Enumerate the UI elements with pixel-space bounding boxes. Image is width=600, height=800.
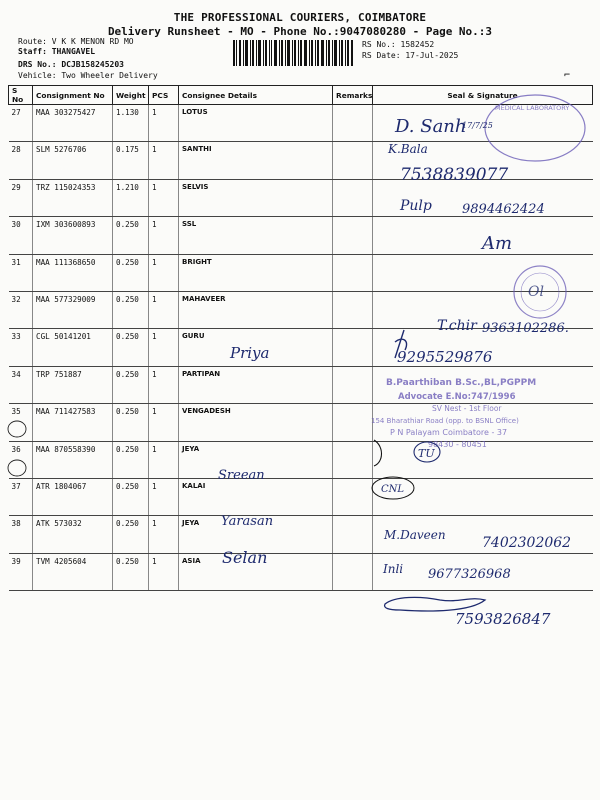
runsheet-table — [8, 85, 593, 591]
company-title: THE PROFESSIONAL COURIERS, COIMBATORE — [173, 11, 427, 24]
stamp-address1: SV Nest - 1st Floor — [432, 404, 502, 413]
cell-remarks — [333, 553, 373, 590]
cell-remarks — [333, 478, 373, 515]
signature-row30: Am — [482, 233, 513, 254]
cell-sno: 30 — [9, 217, 33, 254]
col-pcs: PCS — [149, 86, 179, 105]
signature-row39 — [385, 597, 485, 611]
cell-weight: 1.210 — [113, 179, 149, 216]
cell-weight: 0.250 — [113, 441, 149, 478]
phone-row28: 7538839077 — [400, 165, 509, 185]
cell-pcs: 1 — [149, 441, 179, 478]
cell-pcs: 1 — [149, 553, 179, 590]
stamp-address3: P N Palayam Coimbatore - 37 — [390, 428, 508, 437]
cell-signature — [373, 404, 593, 441]
cell-weight: 0.250 — [113, 217, 149, 254]
cell-consignee: JEYA — [179, 441, 333, 478]
cell-remarks — [333, 516, 373, 553]
staff-label: Staff: THANGAVEL — [18, 47, 96, 56]
cell-consignment: ATK 573032 — [33, 516, 113, 553]
cell-pcs: 1 — [149, 516, 179, 553]
cell-remarks — [333, 142, 373, 179]
cell-consignment: TRP 751887 — [33, 366, 113, 403]
cell-consignment: IXM 303600893 — [33, 217, 113, 254]
cell-consignment: MAA 577329009 — [33, 291, 113, 328]
cell-pcs: 1 — [149, 217, 179, 254]
cell-weight: 0.250 — [113, 553, 149, 590]
cell-weight: 0.250 — [113, 516, 149, 553]
cell-sno: 35 — [9, 404, 33, 441]
signature-row27: D. Sanh — [395, 116, 467, 137]
stamp-phone: 98430 - 80451 — [428, 440, 487, 449]
cell-consignment: MAA 111368650 — [33, 254, 113, 291]
signature-row29: Pulp — [400, 198, 432, 214]
table-row — [9, 366, 593, 403]
name-row28: K.Bala — [388, 142, 428, 156]
signature-row37: M.Daveen — [384, 528, 446, 542]
table-row — [9, 291, 593, 328]
round-stamp-text: Ol — [528, 284, 544, 300]
cell-pcs: 1 — [149, 478, 179, 515]
cell-signature — [373, 366, 593, 403]
cell-weight: 0.250 — [113, 404, 149, 441]
phone-row37: 7402302062 — [482, 535, 572, 551]
cell-weight: 0.250 — [113, 254, 149, 291]
cell-remarks — [333, 254, 373, 291]
cell-remarks — [333, 441, 373, 478]
cell-sno: 29 — [9, 179, 33, 216]
cell-signature — [373, 553, 593, 590]
cell-remarks — [333, 366, 373, 403]
col-sno: S No — [9, 86, 33, 105]
table-row — [9, 478, 593, 515]
cell-pcs: 1 — [149, 366, 179, 403]
col-consignment: Consignment No — [33, 86, 113, 105]
cell-signature — [373, 142, 593, 179]
cell-signature — [373, 516, 593, 553]
vehicle-label: Vehicle: Two Wheeler Delivery — [18, 71, 158, 80]
cell-sno: 38 — [9, 516, 33, 553]
cell-consignment: MAA 870558390 — [33, 441, 113, 478]
cell-weight: 1.130 — [113, 105, 149, 142]
cell-signature — [373, 478, 593, 515]
cell-consignee: SANTHI — [179, 142, 333, 179]
lab-stamp-text: MEDICAL LABORATORY — [495, 104, 570, 112]
cell-weight: 0.175 — [113, 142, 149, 179]
cell-consignee: PARTIPAN — [179, 366, 333, 403]
cell-pcs: 1 — [149, 404, 179, 441]
cell-remarks — [333, 105, 373, 142]
table-row — [9, 217, 593, 254]
mark-row35: TU — [418, 447, 435, 460]
table-row — [9, 404, 593, 441]
cell-consignee: JEYA — [179, 516, 333, 553]
cell-sno: 27 — [9, 105, 33, 142]
cell-consignee: LOTUS — [179, 105, 333, 142]
rs-date: RS Date: 17-Jul-2025 — [362, 51, 459, 60]
cell-consignment: CGL 50141201 — [33, 329, 113, 366]
cell-remarks — [333, 329, 373, 366]
name-row32: T.chir — [437, 318, 477, 334]
name-row37: Yarasan — [221, 514, 274, 529]
advocate-name: B.Paarthiban B.Sc.,BL,PGPPM — [386, 378, 537, 388]
barcode-icon — [233, 40, 353, 66]
cell-sno: 31 — [9, 254, 33, 291]
cell-signature — [373, 179, 593, 216]
name-row36: Sreean — [218, 468, 265, 483]
cell-weight: 0.250 — [113, 478, 149, 515]
phone-row32: 9363102286. — [482, 321, 569, 336]
runsheet-subtitle: Delivery Runsheet - MO - Phone No.:9047080280 - Page No.:3 — [107, 25, 493, 38]
phone-row38: 9677326968 — [428, 567, 511, 582]
table-row — [9, 142, 593, 179]
cell-consignment: MAA 303275427 — [33, 105, 113, 142]
table-row — [9, 179, 593, 216]
cell-sno: 39 — [9, 553, 33, 590]
cell-pcs: 1 — [149, 179, 179, 216]
cell-signature — [373, 105, 593, 142]
cell-sno: 32 — [9, 291, 33, 328]
cell-pcs: 1 — [149, 291, 179, 328]
col-weight: Weight — [113, 86, 149, 105]
cell-signature — [373, 254, 593, 291]
cell-consignment: SLM 5276706 — [33, 142, 113, 179]
cell-consignment: ATR 1804067 — [33, 478, 113, 515]
cell-sno: 33 — [9, 329, 33, 366]
cell-signature — [373, 441, 593, 478]
signature-row38: Inli — [383, 562, 404, 576]
col-consignee: Consignee Details — [179, 86, 333, 105]
cell-pcs: 1 — [149, 329, 179, 366]
name-row33: Priya — [230, 344, 270, 362]
phone-row33: 9295529876 — [397, 348, 493, 366]
cell-consignee: ASIA — [179, 553, 333, 590]
cell-remarks — [333, 179, 373, 216]
cell-pcs: 1 — [149, 254, 179, 291]
cell-remarks — [333, 217, 373, 254]
table-header-row — [9, 86, 593, 105]
table-row — [9, 254, 593, 291]
cell-sno: 28 — [9, 142, 33, 179]
phone-row39: 7593826847 — [455, 610, 551, 628]
cell-sno: 34 — [9, 366, 33, 403]
table-row — [9, 329, 593, 366]
table-row — [9, 516, 593, 553]
cell-signature — [373, 291, 593, 328]
drs-label: DRS No.: DCJB158245203 — [18, 60, 124, 69]
date-row27: 17/7/25 — [462, 121, 493, 130]
table-row — [9, 553, 593, 590]
cell-sno: 37 — [9, 478, 33, 515]
col-signature: Seal & Signature — [373, 86, 593, 105]
cell-consignment: TRZ 115024353 — [33, 179, 113, 216]
cell-consignee: KALAI — [179, 478, 333, 515]
cell-signature — [373, 217, 593, 254]
cell-consignee: SSL — [179, 217, 333, 254]
col-remarks: Remarks — [333, 86, 373, 105]
cell-consignee: GURU — [179, 329, 333, 366]
cell-consignment: TVM 4205604 — [33, 553, 113, 590]
cell-signature — [373, 329, 593, 366]
stamp-address2: 154 Bharathiar Road (opp. to BSNL Office) — [371, 417, 519, 425]
cell-consignee: VENGADESH — [179, 404, 333, 441]
corner-mark: ⌐ — [563, 70, 570, 81]
cell-remarks — [333, 404, 373, 441]
cell-consignee: MAHAVEER — [179, 291, 333, 328]
advocate-title: Advocate E.No:747/1996 — [398, 392, 516, 402]
cell-weight: 0.250 — [113, 329, 149, 366]
cell-remarks — [333, 291, 373, 328]
cell-sno: 36 — [9, 441, 33, 478]
cell-consignee: SELVIS — [179, 179, 333, 216]
cell-consignee: BRIGHT — [179, 254, 333, 291]
rs-number: RS No.: 1582452 — [362, 40, 435, 49]
cell-pcs: 1 — [149, 142, 179, 179]
route-label: Route: V K K MENON RD MO — [18, 37, 134, 46]
table-row — [9, 105, 593, 142]
mark-row36: CNL — [381, 484, 405, 495]
table-row — [9, 441, 593, 478]
cell-consignment: MAA 711427583 — [33, 404, 113, 441]
name-row38: Selan — [222, 548, 268, 567]
phone-row29: 9894462424 — [462, 202, 545, 217]
cell-weight: 0.250 — [113, 291, 149, 328]
cell-pcs: 1 — [149, 105, 179, 142]
cell-weight: 0.250 — [113, 366, 149, 403]
